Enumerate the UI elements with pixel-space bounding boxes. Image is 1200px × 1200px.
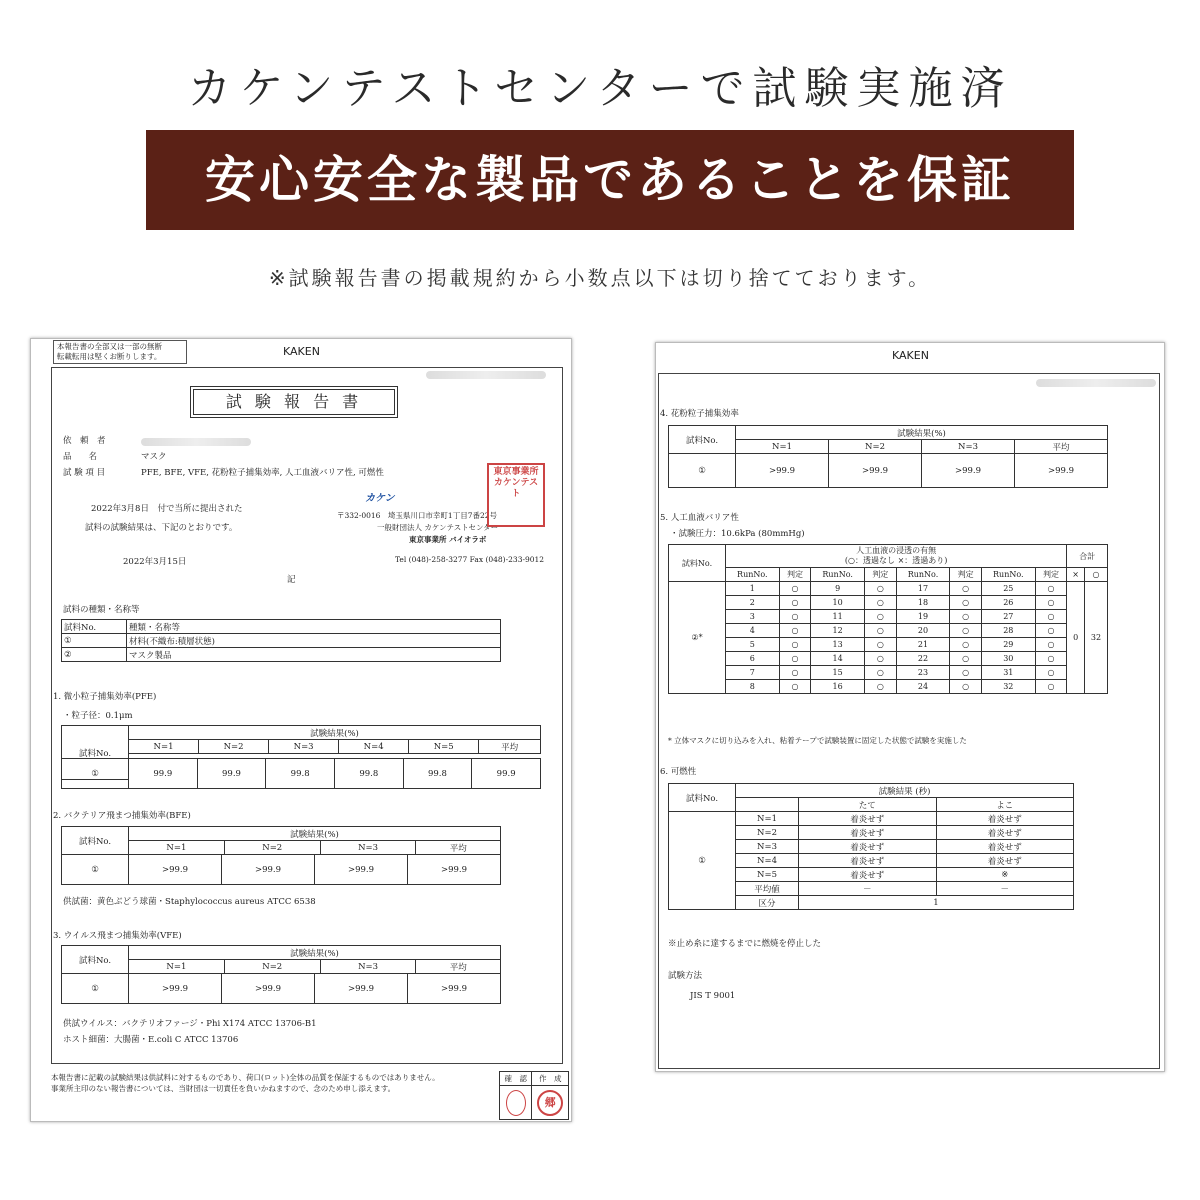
run-judgement: ○ [950,582,982,596]
submit-line-1: 2022年3月8日 付で当所に提出された [91,504,243,514]
bfe-title: 2. バクテリア飛まつ捕集効率(BFE) [53,811,191,821]
table-cell: N=2 [224,960,320,974]
corner-notice-line: 転載転用は堅くお断りします。 [57,352,162,361]
run-judgement: ○ [864,652,896,666]
table-cell: 判定 [779,568,811,582]
run-number: 12 [811,624,865,638]
run-number: 14 [811,652,865,666]
corner-notice-line: 本報告書の全部又は一部の無断 [57,342,162,351]
table-cell: N=3 [736,840,799,854]
table-cell: RunNo. [726,568,780,582]
run-judgement: ○ [950,666,982,680]
table-cell: 平均 [479,740,541,754]
table-cell: N=3 [320,841,416,855]
kaken-label: KAKEN [892,349,929,362]
run-number: 1 [726,582,780,596]
method-label: 試験方法 [668,971,703,981]
table-cell: 試料No. [669,784,736,812]
kaken-brand: カケン [365,493,395,504]
table-cell: N=2 [199,740,269,754]
table-cell: ① [62,634,127,648]
blood-barrier-table [668,544,1108,694]
table-cell: N=5 [409,740,479,754]
table-cell: >99.9 [222,974,315,1004]
table-cell: 試料No. [669,545,726,582]
approver-seal [506,1090,526,1116]
table-cell: 着炎せず [799,868,937,882]
table-cell: ※ [936,868,1074,882]
page-title: カケンテストセンターで試験実施済 [187,63,1013,114]
table-cell: >99.9 [315,855,408,885]
run-judgement: ○ [779,638,811,652]
vfe-values-row [61,973,501,1004]
creator-seal: 郷 [537,1090,563,1116]
run-judgement: ○ [950,680,982,694]
table-cell: >99.9 [408,974,501,1004]
org-office: 東京事業所 バイオラボ [409,535,487,544]
test-report-page-2 [655,342,1165,1072]
run-number: 30 [981,652,1035,666]
table-cell: >99.9 [129,855,222,885]
table-cell: N=1 [129,960,225,974]
run-judgement: ○ [864,680,896,694]
footer-disclaimer-2: 事業所主印のない報告書については、当財団は一切責任を負いかねますので、念のため申し添えます。 [51,1084,396,1093]
table-cell: N=2 [224,841,320,855]
table-cell: 99.9 [472,759,541,789]
make-label: 作 成 [532,1072,569,1086]
run-judgement: ○ [1035,582,1067,596]
table-cell: 判定 [950,568,982,582]
table-cell: N=4 [339,740,409,754]
run-judgement: ○ [950,610,982,624]
run-number: 10 [811,596,865,610]
run-number: 5 [726,638,780,652]
run-number: 21 [896,638,950,652]
table-row [669,666,1108,680]
table-cell: N=2 [736,826,799,840]
table-cell: ②* [669,582,726,694]
run-judgement: ○ [779,596,811,610]
table-cell: 平均 [416,841,501,855]
run-judgement: ○ [950,624,982,638]
vfe-virus-note: 供試ウイルス：バクテリオファージ・Phi X174 ATCC 13706-B1 [63,1019,317,1029]
sample-section-title: 試料の種類・名称等 [63,605,140,615]
table-row [669,624,1108,638]
table-cell: 平均値 [736,882,799,896]
table-cell: 区分 [736,896,799,910]
run-judgement: ○ [1035,610,1067,624]
table-cell: 着炎せず [936,854,1074,868]
item-label: 品 名 [63,452,98,462]
run-number: 7 [726,666,780,680]
run-judgement: ○ [864,610,896,624]
bfe-table [61,826,501,855]
table-cell: 試験結果 (秒) [736,784,1074,798]
run-number: 29 [981,638,1035,652]
corner-notice [53,340,187,364]
table-cell: RunNo. [896,568,950,582]
run-number: 6 [726,652,780,666]
run-judgement: ○ [779,610,811,624]
table-cell: 試験結果(%) [129,827,501,841]
blood-head-line: (○：透過なし ×：透過あり) [844,556,948,565]
run-number: 28 [981,624,1035,638]
table-cell: 試料No. [62,827,129,855]
table-cell: N=1 [129,841,225,855]
pollen-title: 4. 花粉粒子捕集効率 [660,409,739,419]
table-cell: 着炎せず [799,840,937,854]
ki-mark: 記 [287,575,296,585]
run-judgement: ○ [779,624,811,638]
run-judgement: ○ [950,652,982,666]
table-cell: 着炎せず [799,854,937,868]
pollen-table [668,425,1108,488]
run-judgement: ○ [779,680,811,694]
table-cell: 平均 [416,960,501,974]
table-cell: RunNo. [811,568,865,582]
run-judgement: ○ [779,582,811,596]
blood-note: * 立体マスクに切り込みを入れ、粘着テープで試験装置に固定した状態で試験を実施した [668,736,967,745]
table-cell: 試料No. [62,620,127,634]
vfe-host-note: ホスト細菌：大腸菌・E.coli C ATCC 13706 [63,1035,239,1045]
bfe-values-row [61,854,501,885]
run-number: 26 [981,596,1035,610]
flame-note: ※止め糸に達するまでに燃焼を停止した [668,939,822,949]
table-cell: ① [62,855,129,885]
run-number: 13 [811,638,865,652]
run-judgement: ○ [864,596,896,610]
org-name: 一般財団法人 カケンテストセンター [377,523,499,532]
run-judgement: ○ [864,638,896,652]
table-cell: 1 [799,896,1074,910]
table-cell: たて [799,798,937,812]
table-cell: 合計 [1067,545,1108,568]
run-number: 19 [896,610,950,624]
official-seal: 東京事業所カケンテスト [487,463,545,527]
run-number: 23 [896,666,950,680]
blood-pressure: ・試験圧力：10.6kPa (80mmHg) [670,529,805,539]
run-judgement: ○ [950,596,982,610]
approval-box [499,1071,569,1120]
table-cell: 99.9 [197,759,266,789]
table-row [669,652,1108,666]
method-value: JIS T 9001 [690,991,736,1001]
run-number: 4 [726,624,780,638]
pfe-values-row [61,758,541,789]
table-cell: 着炎せず [936,840,1074,854]
run-number: 20 [896,624,950,638]
run-number: 8 [726,680,780,694]
run-number: 2 [726,596,780,610]
table-row [669,596,1108,610]
table-cell: RunNo. [981,568,1035,582]
run-number: 24 [896,680,950,694]
table-cell: ① [62,974,129,1004]
table-cell: N=5 [736,868,799,882]
table-cell: 判定 [1035,568,1067,582]
table-row [669,582,1108,596]
run-judgement: ○ [864,582,896,596]
run-judgement: ○ [1035,596,1067,610]
table-cell: 種類・名称等 [127,620,501,634]
table-cell: 試料No. [669,426,736,454]
test-report-page-1 [30,338,572,1122]
guarantee-banner: 安心安全な製品であることを保証 [146,130,1074,230]
table-cell: ① [669,812,736,910]
table-cell: × [1067,568,1085,582]
run-number: 32 [981,680,1035,694]
table-cell: N=1 [129,740,199,754]
table-cell: 平均 [1015,440,1108,454]
table-cell: ① [669,454,736,488]
table-cell: 着炎せず [936,826,1074,840]
run-judgement: ○ [864,624,896,638]
table-cell: 試料No. [62,946,129,974]
cross-total: 0 [1067,582,1085,694]
table-cell: N=3 [320,960,416,974]
table-cell: 着炎せず [799,826,937,840]
table-row [669,610,1108,624]
run-judgement: ○ [1035,638,1067,652]
table-cell: 99.9 [129,759,198,789]
run-number: 16 [811,680,865,694]
table-row [669,680,1108,694]
vfe-table [61,945,501,974]
run-number: 31 [981,666,1035,680]
table-cell: 99.8 [403,759,472,789]
blood-title: 5. 人工血液バリア性 [660,513,739,523]
run-number: 9 [811,582,865,596]
table-cell: N=4 [736,854,799,868]
run-judgement: ○ [1035,666,1067,680]
table-cell: >99.9 [1015,454,1108,488]
table-cell: N=1 [736,812,799,826]
run-judgement: ○ [779,652,811,666]
table-cell [726,545,1067,568]
footer-disclaimer-1: 本報告書に記載の試験結果は供試料に対するものであり、荷口(ロット)全体の品質を保証するものではありません。 [51,1073,440,1082]
table-row [669,638,1108,652]
table-cell: － [936,882,1074,896]
run-number: 11 [811,610,865,624]
rounding-note: ※試験報告書の掲載規約から小数点以下は切り捨てております。 [268,266,932,290]
table-cell: よこ [936,798,1074,812]
table-row [669,812,1074,826]
table-cell: 試料No. [62,726,129,780]
table-cell: マスク製品 [127,648,501,662]
circle-total: 32 [1084,582,1107,694]
table-cell: >99.9 [129,974,222,1004]
run-number: 25 [981,582,1035,596]
table-cell: >99.9 [315,974,408,1004]
vfe-title: 3. ウイルス飛まつ捕集効率(VFE) [53,931,182,941]
table-cell: ○ [1084,568,1107,582]
redacted-requester [141,438,251,446]
table-cell: N=3 [269,740,339,754]
submit-line-2: 試料の試験結果は、下記のとおりです。 [85,523,238,533]
run-judgement: ○ [779,666,811,680]
run-judgement: ○ [1035,652,1067,666]
run-judgement: ○ [1035,624,1067,638]
org-address: 〒332-0016 埼玉県川口市幸町1丁目7番22号 [337,511,498,520]
kaken-label: KAKEN [283,345,320,358]
bfe-note: 供試菌：黄色ぶどう球菌・Staphylococcus aureus ATCC 6538 [63,897,316,907]
run-judgement: ○ [864,666,896,680]
report-date: 2022年3月15日 [123,557,187,567]
org-tel: Tel (048)-258-3277 Fax (048)-233-9012 [395,555,545,564]
pfe-particle-size: ・粒子径：0.1μm [63,711,133,721]
table-cell: 試験結果(%) [129,726,541,740]
table-cell: 材料(不織布:積層状態) [127,634,501,648]
table-cell: N=1 [736,440,829,454]
table-cell: >99.9 [922,454,1015,488]
approve-label: 確 認 [500,1072,532,1086]
test-items-label: 試 験 項 目 [63,468,106,478]
run-number: 22 [896,652,950,666]
table-cell: >99.9 [222,855,315,885]
run-number: 15 [811,666,865,680]
run-number: 18 [896,596,950,610]
sample-table [61,619,501,662]
flame-title: 6. 可燃性 [660,767,697,777]
table-cell: 試験結果(%) [736,426,1108,440]
table-cell: >99.9 [829,454,922,488]
table-cell: >99.9 [736,454,829,488]
table-cell: － [799,882,937,896]
item-value: マスク [141,452,167,462]
table-cell: N=2 [829,440,922,454]
table-cell: ① [62,759,129,789]
table-cell: >99.9 [408,855,501,885]
table-cell: N=3 [922,440,1015,454]
blood-head-line: 人工血液の浸透の有無 [856,546,937,555]
flammability-table [668,783,1074,910]
pfe-title: 1. 微小粒子捕集効率(PFE) [53,692,157,702]
test-items-value: PFE, BFE, VFE, 花粉粒子捕集効率, 人工血液バリア性, 可燃性 [141,468,384,478]
report-heading: 試 験 報 告 書 [193,389,395,415]
run-number: 3 [726,610,780,624]
run-judgement: ○ [1035,680,1067,694]
table-cell: 試験結果(%) [129,946,501,960]
table-cell: 着炎せず [936,812,1074,826]
table-cell: 着炎せず [799,812,937,826]
run-number: 27 [981,610,1035,624]
run-judgement: ○ [950,638,982,652]
table-cell: 99.8 [334,759,403,789]
table-cell: ② [62,648,127,662]
table-cell: 判定 [864,568,896,582]
requester-label: 依 頼 者 [63,436,106,446]
table-cell: 99.8 [266,759,335,789]
run-number: 17 [896,582,950,596]
